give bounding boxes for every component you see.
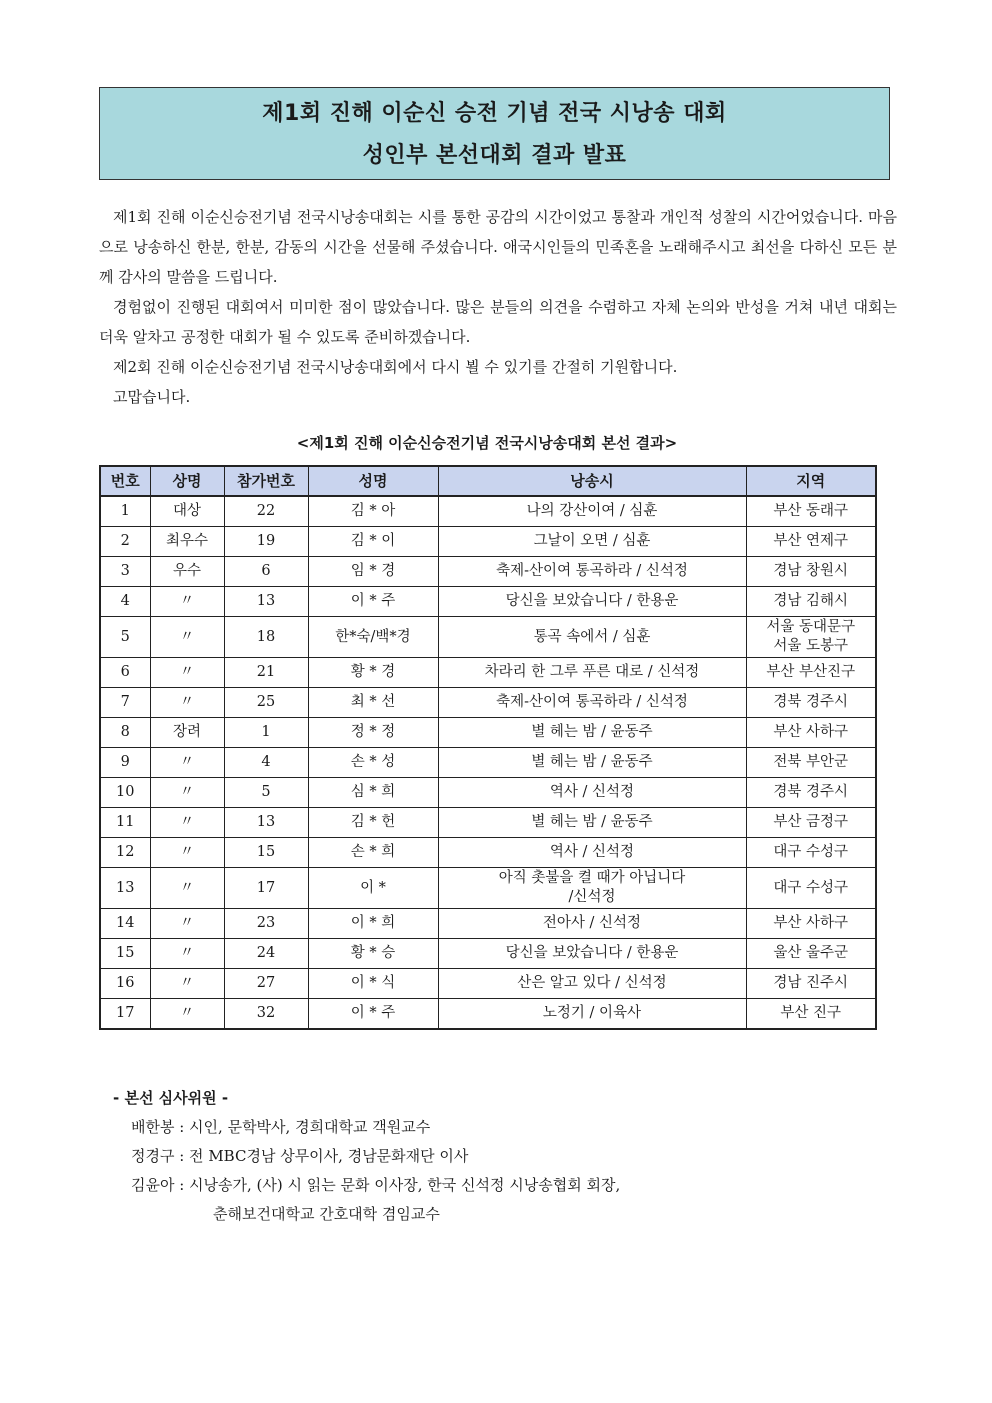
cell-no-text: 7 — [120, 694, 130, 710]
cell-award — [150, 909, 224, 939]
cell-no-text: 5 — [120, 628, 130, 645]
cell-poem-text: 축제-산이여 통곡하라 / 신석정 — [496, 563, 688, 579]
cell-no-text: 1 — [120, 503, 130, 519]
cell-name-text: 김 * 이 — [350, 533, 396, 549]
intro-paragraph: 제2회 진해 이순신승전기념 전국시낭송대회에서 다시 뵐 수 있기를 간절히 기원합니다. — [113, 358, 678, 376]
cell-poem — [438, 496, 746, 527]
cell-name-text: 이 * — [360, 879, 386, 896]
cell-entry-text: 6 — [261, 563, 271, 579]
cell-name — [308, 939, 438, 969]
cell-award — [150, 527, 224, 557]
cell-region-text: 경북 경주시 — [773, 784, 849, 800]
cell-entry-text: 1 — [261, 724, 271, 740]
cell-award — [150, 587, 224, 617]
cell-poem — [438, 838, 746, 868]
cell-award — [150, 658, 224, 688]
cell-award — [150, 748, 224, 778]
cell-region — [746, 527, 876, 557]
cell-no-text: 8 — [120, 724, 130, 740]
cell-award — [150, 939, 224, 969]
table-row — [100, 909, 876, 939]
cell-entry-text: 27 — [256, 975, 276, 991]
table-row — [100, 557, 876, 587]
judge-line: 배한봉 : 시인, 문학박사, 경희대학교 객원교수 — [131, 1118, 431, 1136]
table-row — [100, 617, 876, 658]
cell-entry-text: 15 — [256, 844, 276, 860]
cell-region-text: 부산 금정구 — [773, 814, 849, 830]
cell-no-text: 14 — [116, 915, 135, 931]
cell-no-text: 17 — [116, 1005, 135, 1021]
title-line-2: 성인부 본선대회 결과 발표 — [362, 143, 627, 168]
cell-name — [308, 688, 438, 718]
intro-paragraph: 고맙습니다. — [113, 388, 191, 406]
table-row — [100, 939, 876, 969]
judge-line: 김윤아 : 시낭송가, (사) 시 읽는 문화 이사장, 한국 신석정 시낭송협회 회장, — [131, 1176, 621, 1194]
cell-award-text: 〃 — [179, 694, 195, 710]
cell-poem-text: 통곡 속에서 / 심훈 — [533, 628, 651, 645]
table-row — [100, 658, 876, 688]
cell-poem — [438, 778, 746, 808]
cell-region-text: 부산 동래구 — [773, 503, 849, 519]
cell-entry-text: 19 — [256, 533, 276, 549]
cell-entry — [224, 527, 308, 557]
cell-poem-text: 아직 촛불을 켤 때가 아닙니다 — [498, 870, 686, 886]
cell-region-text: 부산 사하구 — [773, 724, 849, 740]
results-body — [100, 496, 876, 1029]
cell-region-text: 부산 사하구 — [773, 915, 849, 931]
cell-entry — [224, 939, 308, 969]
cell-entry — [224, 617, 308, 658]
cell-poem-text: 나의 강산이여 / 심훈 — [526, 503, 658, 519]
cell-award — [150, 969, 224, 999]
cell-award-text: 〃 — [179, 1005, 195, 1021]
cell-no — [100, 939, 150, 969]
cell-name — [308, 617, 438, 658]
cell-entry — [224, 969, 308, 999]
cell-no — [100, 999, 150, 1030]
table-row — [100, 748, 876, 778]
cell-name-text: 한*숙/백*경 — [335, 628, 411, 645]
table-row — [100, 688, 876, 718]
cell-region — [746, 496, 876, 527]
cell-entry-text: 5 — [261, 784, 271, 800]
cell-poem — [438, 688, 746, 718]
cell-award-text: 우수 — [172, 563, 201, 579]
cell-region — [746, 939, 876, 969]
title-box — [99, 87, 890, 180]
cell-no-text: 3 — [120, 563, 130, 579]
cell-region-text: 경북 경주시 — [773, 694, 849, 710]
cell-region-text: 대구 수성구 — [773, 844, 849, 860]
cell-no-text: 2 — [120, 533, 130, 549]
cell-entry-text: 21 — [256, 664, 276, 680]
cell-award-text: 〃 — [179, 664, 195, 680]
cell-award-text: 〃 — [179, 754, 195, 770]
cell-region-text: 경남 김해시 — [773, 593, 849, 609]
cell-name — [308, 658, 438, 688]
cell-name-text: 이 * 주 — [350, 1005, 396, 1021]
cell-no-text: 6 — [120, 664, 130, 680]
cell-region-text: 대구 수성구 — [773, 879, 849, 896]
cell-region — [746, 748, 876, 778]
cell-entry — [224, 688, 308, 718]
cell-entry — [224, 868, 308, 909]
cell-name-text: 손 * 희 — [350, 844, 396, 860]
cell-name-text: 이 * 주 — [350, 593, 396, 609]
table-row — [100, 868, 876, 909]
cell-award-text: 〃 — [179, 784, 195, 800]
cell-poem-text: 산은 알고 있다 / 신석정 — [517, 975, 667, 991]
cell-region-text: 부산 연제구 — [773, 533, 849, 549]
cell-award-text: 〃 — [179, 593, 195, 609]
cell-name-text: 김 * 아 — [350, 503, 396, 519]
table-row — [100, 587, 876, 617]
cell-region-text: 울산 울주군 — [773, 945, 849, 961]
cell-name — [308, 748, 438, 778]
cell-region — [746, 808, 876, 838]
cell-poem — [438, 909, 746, 939]
cell-poem — [438, 748, 746, 778]
cell-poem-text-2: /신석정 — [568, 889, 616, 905]
cell-entry — [224, 496, 308, 527]
cell-award-text: 〃 — [179, 975, 195, 991]
cell-poem — [438, 969, 746, 999]
cell-award — [150, 496, 224, 527]
cell-entry — [224, 718, 308, 748]
table-caption: <제1회 진해 이순신승전기념 전국시낭송대회 본선 결과> — [296, 434, 678, 452]
cell-entry-text: 25 — [256, 694, 276, 710]
cell-no — [100, 718, 150, 748]
cell-region-text: 경남 진주시 — [773, 975, 849, 991]
cell-award-text: 〃 — [179, 814, 195, 830]
cell-no-text: 9 — [120, 754, 130, 770]
cell-region — [746, 838, 876, 868]
cell-region-text: 부산 진구 — [780, 1005, 842, 1021]
cell-award — [150, 688, 224, 718]
cell-entry-text: 22 — [256, 503, 276, 519]
cell-name-text: 김 * 헌 — [350, 814, 396, 830]
table-row — [100, 838, 876, 868]
cell-award-text: 〃 — [179, 628, 195, 645]
cell-name-text: 심 * 희 — [350, 784, 396, 800]
cell-region-text-2: 서울 도봉구 — [773, 638, 849, 654]
cell-award-text: 〃 — [179, 915, 195, 931]
judges-heading: - 본선 심사위원 - — [113, 1089, 229, 1107]
header-name: 성명 — [308, 466, 438, 496]
title-line-1: 제1회 진해 이순신 승전 기념 전국 시낭송 대회 — [262, 101, 727, 126]
cell-poem — [438, 527, 746, 557]
judge-line-continuation: 춘해보건대학교 간호대학 겸임교수 — [213, 1205, 440, 1223]
cell-name — [308, 527, 438, 557]
cell-no-text: 4 — [120, 593, 130, 609]
cell-no — [100, 527, 150, 557]
cell-name-text: 정 * 정 — [350, 724, 396, 740]
cell-region-text: 전북 부안군 — [773, 754, 849, 770]
cell-poem-text: 별 헤는 밤 / 윤동주 — [531, 754, 653, 770]
cell-region — [746, 718, 876, 748]
cell-entry-text: 17 — [256, 879, 276, 896]
table-row — [100, 999, 876, 1030]
cell-name — [308, 999, 438, 1030]
cell-no — [100, 969, 150, 999]
cell-name — [308, 778, 438, 808]
header-award: 상명 — [150, 466, 224, 496]
cell-no — [100, 617, 150, 658]
cell-name — [308, 909, 438, 939]
cell-entry-text: 13 — [256, 593, 276, 609]
cell-no-text: 13 — [116, 879, 135, 896]
header-poem: 낭송시 — [438, 466, 746, 496]
cell-entry-text: 4 — [261, 754, 271, 770]
cell-poem — [438, 868, 746, 909]
cell-name — [308, 969, 438, 999]
cell-award — [150, 999, 224, 1030]
results-table — [99, 465, 877, 1030]
cell-no — [100, 909, 150, 939]
cell-no — [100, 778, 150, 808]
cell-entry-text: 13 — [256, 814, 276, 830]
cell-name-text: 임 * 경 — [350, 563, 396, 579]
cell-poem-text: 축제-산이여 통곡하라 / 신석정 — [496, 694, 688, 710]
cell-award — [150, 838, 224, 868]
cell-name — [308, 557, 438, 587]
judges-section — [113, 1084, 833, 1229]
cell-region — [746, 909, 876, 939]
header-no: 번호 — [100, 466, 150, 496]
cell-poem — [438, 617, 746, 658]
judge-line: 정경구 : 전 MBC경남 상무이사, 경남문화재단 이사 — [131, 1147, 469, 1165]
cell-award-text: 〃 — [179, 879, 195, 896]
cell-no — [100, 496, 150, 527]
cell-no — [100, 748, 150, 778]
cell-name — [308, 808, 438, 838]
cell-award — [150, 617, 224, 658]
table-row — [100, 496, 876, 527]
cell-name-text: 이 * 희 — [350, 915, 396, 931]
cell-no-text: 16 — [116, 975, 135, 991]
cell-no-text: 15 — [116, 945, 135, 961]
cell-region — [746, 868, 876, 909]
cell-no — [100, 557, 150, 587]
cell-award — [150, 778, 224, 808]
cell-award — [150, 718, 224, 748]
table-row — [100, 778, 876, 808]
cell-poem-text: 당신을 보았습니다 / 한용운 — [505, 945, 679, 961]
cell-entry-text: 32 — [256, 1005, 276, 1021]
cell-name — [308, 718, 438, 748]
cell-award-text: 장려 — [172, 724, 201, 740]
cell-entry — [224, 909, 308, 939]
cell-region-text: 부산 부산진구 — [766, 664, 856, 680]
header-entry: 참가번호 — [224, 466, 308, 496]
table-row — [100, 718, 876, 748]
cell-entry — [224, 748, 308, 778]
cell-poem-text: 그날이 오면 / 심훈 — [533, 533, 651, 549]
cell-entry-text: 18 — [256, 628, 276, 645]
cell-award-text: 〃 — [179, 844, 195, 860]
cell-region — [746, 617, 876, 658]
cell-poem-text: 별 헤는 밤 / 윤동주 — [531, 724, 653, 740]
cell-poem — [438, 658, 746, 688]
cell-entry — [224, 658, 308, 688]
cell-name — [308, 838, 438, 868]
cell-region — [746, 688, 876, 718]
cell-award — [150, 557, 224, 587]
intro-paragraph: 제1회 진해 이순신승전기념 전국시낭송대회는 시를 통한 공감의 시간이었고 통찰과 개인적 성찰의 시간어었습니다. 마음으로 낭송하신 한분, 한분, 감동의 시간을 선물해 주셨습니다. 애국시인들의 민족혼을 노래해주시고 최선을 다하신 모든 분께 감사의 말씀을 드립니다. — [99, 208, 897, 286]
cell-award — [150, 808, 224, 838]
cell-name-text: 황 * 경 — [350, 664, 396, 680]
cell-no — [100, 808, 150, 838]
table-row — [100, 969, 876, 999]
cell-entry — [224, 587, 308, 617]
cell-entry — [224, 778, 308, 808]
cell-poem-text: 차라리 한 그루 푸른 대로 / 신석정 — [484, 664, 700, 680]
cell-poem — [438, 557, 746, 587]
cell-region — [746, 969, 876, 999]
cell-name-text: 최 * 선 — [350, 694, 396, 710]
cell-no — [100, 838, 150, 868]
table-row — [100, 527, 876, 557]
intro-paragraph: 경험없이 진행된 대회여서 미미한 점이 많았습니다. 많은 분들의 의견을 수렴하고 자체 논의와 반성을 거쳐 내년 대회는 더욱 알차고 공정한 대회가 될 수 있도록 준비하겠습니다. — [99, 298, 897, 346]
cell-no — [100, 868, 150, 909]
intro-text — [99, 202, 897, 412]
cell-entry-text: 23 — [256, 915, 276, 931]
cell-region-text: 서울 동대문구 — [766, 619, 856, 635]
cell-award-text: 대상 — [172, 503, 201, 519]
cell-poem — [438, 587, 746, 617]
cell-poem-text: 역사 / 신석정 — [549, 784, 635, 800]
cell-poem — [438, 808, 746, 838]
cell-no — [100, 688, 150, 718]
cell-no — [100, 587, 150, 617]
cell-entry — [224, 557, 308, 587]
table-row — [100, 808, 876, 838]
cell-poem-text: 당신을 보았습니다 / 한용운 — [505, 593, 679, 609]
table-header-row — [100, 466, 876, 496]
cell-award-text: 〃 — [179, 945, 195, 961]
cell-poem-text: 노정기 / 이육사 — [542, 1005, 642, 1021]
cell-name — [308, 496, 438, 527]
cell-no-text: 12 — [116, 844, 135, 860]
cell-region — [746, 778, 876, 808]
cell-no — [100, 658, 150, 688]
cell-poem-text: 역사 / 신석정 — [549, 844, 635, 860]
cell-poem — [438, 999, 746, 1030]
cell-entry — [224, 808, 308, 838]
cell-name-text: 이 * 식 — [350, 975, 396, 991]
cell-poem-text: 별 헤는 밤 / 윤동주 — [531, 814, 653, 830]
cell-entry — [224, 999, 308, 1030]
cell-region — [746, 557, 876, 587]
cell-no-text: 11 — [116, 814, 135, 830]
cell-award-text: 최우수 — [165, 533, 209, 549]
cell-region — [746, 999, 876, 1030]
cell-no-text: 10 — [116, 784, 135, 800]
cell-poem — [438, 939, 746, 969]
cell-name-text: 황 * 승 — [350, 945, 396, 961]
cell-entry — [224, 838, 308, 868]
cell-name — [308, 868, 438, 909]
cell-name-text: 손 * 성 — [350, 754, 396, 770]
cell-name — [308, 587, 438, 617]
header-region: 지역 — [746, 466, 876, 496]
cell-region — [746, 587, 876, 617]
cell-poem-text: 전아사 / 신석정 — [542, 915, 642, 931]
cell-poem — [438, 718, 746, 748]
cell-region-text: 경남 창원시 — [773, 563, 849, 579]
cell-region — [746, 658, 876, 688]
cell-award — [150, 868, 224, 909]
cell-entry-text: 24 — [256, 945, 276, 961]
